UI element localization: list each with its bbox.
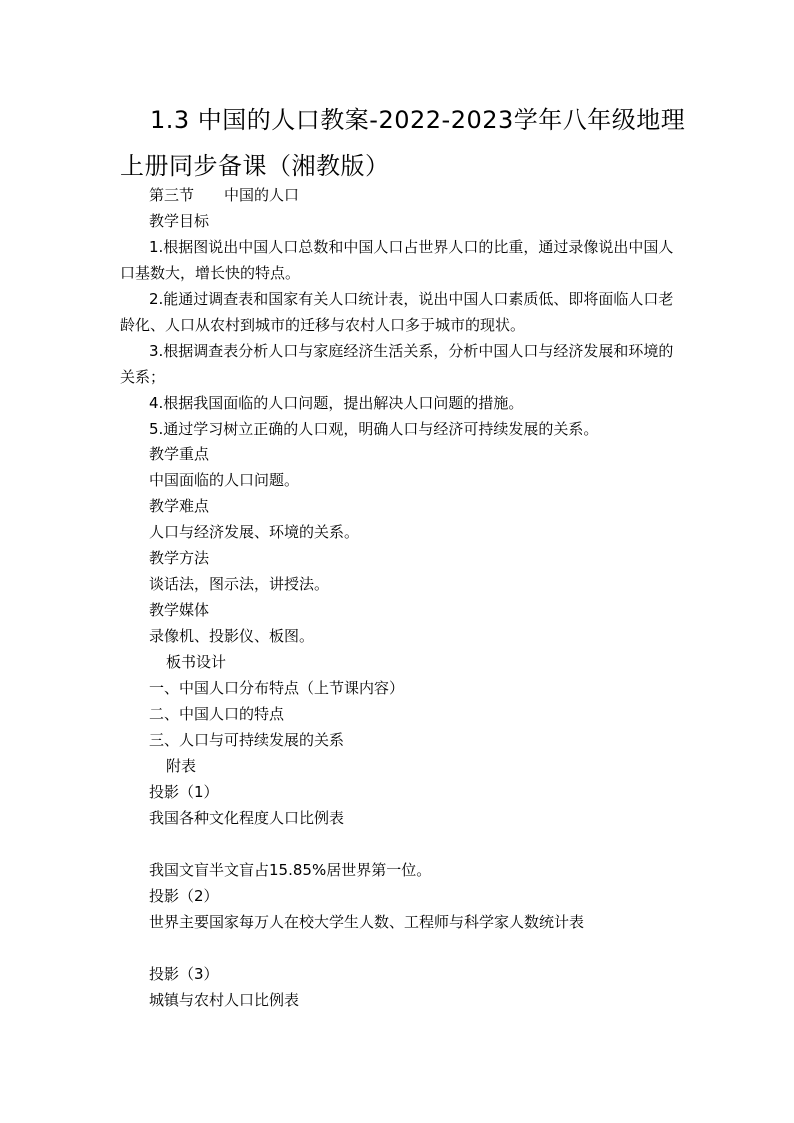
key-text: 中国面临的人口问题。 bbox=[149, 471, 300, 489]
board-item: 三、人口与可持续发展的关系 bbox=[149, 731, 345, 749]
difficulty-heading: 教学难点 bbox=[149, 497, 210, 515]
objective-item: 3.根据调查表分析人口与家庭经济生活关系，分析中国人口与经济发展和环境的关系； bbox=[120, 342, 674, 386]
objective-item: 4.根据我国面临的人口问题，提出解决人口问题的措施。 bbox=[149, 394, 524, 412]
projection1-label: 投影（1） bbox=[149, 783, 219, 801]
media-heading: 教学媒体 bbox=[149, 601, 210, 619]
section-heading: 第三节 中国的人口 bbox=[149, 186, 300, 204]
title-line-1: 1.3 中国的人口教案-2022-2023学年八年级地理 bbox=[150, 106, 686, 134]
objective-item: 2.能通过调查表和国家有关人口统计表，说出中国人口素质低、即将面临人口老龄化、人口从农村到城市的迁移与农村人口多于城市的现状。 bbox=[120, 290, 674, 334]
key-heading: 教学重点 bbox=[149, 445, 210, 463]
board-item: 二、中国人口的特点 bbox=[149, 705, 285, 723]
document-title bbox=[120, 97, 700, 189]
projection3-label: 投影（3） bbox=[149, 965, 219, 983]
projection2-title: 世界主要国家每万人在校大学生人数、工程师与科学家人数统计表 bbox=[149, 913, 585, 931]
projection1-title: 我国各种文化程度人口比例表 bbox=[149, 809, 345, 827]
objective-item: 1.根据图说出中国人口总数和中国人口占世界人口的比重，通过录像说出中国人口基数大，增长快的特点。 bbox=[120, 238, 674, 282]
media-text: 录像机、投影仪、板图。 bbox=[149, 627, 315, 645]
difficulty-text: 人口与经济发展、环境的关系。 bbox=[149, 523, 360, 541]
projection1-note: 我国文盲半文盲占15.85%居世界第一位。 bbox=[149, 861, 432, 879]
objective-item: 5.通过学习树立正确的人口观，明确人口与经济可持续发展的关系。 bbox=[149, 420, 599, 438]
board-item: 一、中国人口分布特点（上节课内容） bbox=[149, 679, 405, 697]
method-heading: 教学方法 bbox=[149, 549, 210, 567]
method-text: 谈话法，图示法，讲授法。 bbox=[149, 575, 330, 593]
projection3-title: 城镇与农村人口比例表 bbox=[149, 991, 300, 1009]
board-heading: 板书设计 bbox=[166, 653, 227, 671]
objectives-heading: 教学目标 bbox=[149, 212, 210, 230]
title-line-2: 上册同步备课（湘教版） bbox=[120, 152, 390, 180]
projection2-label: 投影（2） bbox=[149, 887, 219, 905]
appendix-heading: 附表 bbox=[166, 757, 197, 775]
